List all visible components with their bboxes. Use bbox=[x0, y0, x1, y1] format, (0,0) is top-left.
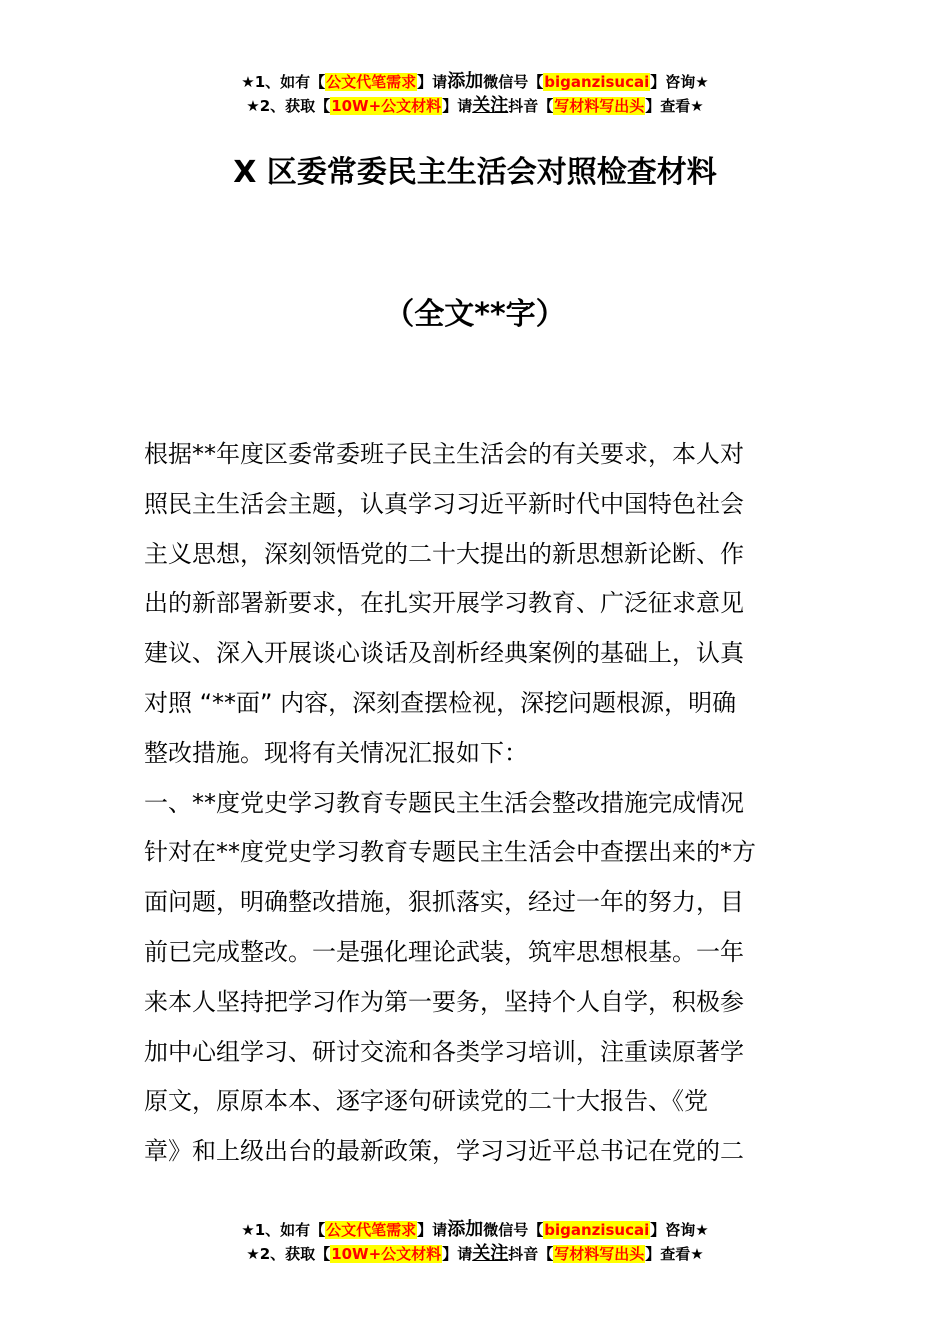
body-line: 面问题，明确整改措施，狠抓落实，经过一年的努力，目 bbox=[144, 888, 744, 917]
body-line: 原文，原原本本、逐字逐句研读党的二十大报告、《党 bbox=[144, 1087, 708, 1116]
banner-highlight-service: 公文代笔需求 bbox=[326, 73, 417, 91]
body-line: 加中心组学习、研讨交流和各类学习培训，注重读原著学 bbox=[144, 1037, 744, 1066]
body-line: 整改措施。现将有关情况汇报如下： bbox=[144, 738, 528, 767]
banner-text: 】查看★ bbox=[645, 1245, 704, 1263]
body-line: 出的新部署新要求，在扎实开展学习教育、广泛征求意见 bbox=[144, 589, 744, 618]
banner-highlight-materials: 10W+公文材料 bbox=[331, 97, 442, 115]
banner-text: 】请 bbox=[417, 73, 448, 91]
banner-emphasis-add: 添加 bbox=[447, 71, 484, 92]
banner-text: ★2、获取【 bbox=[246, 97, 331, 115]
body-line: 针对在**度党史学习教育专题民主生活会中查摆出来的*方 bbox=[144, 838, 756, 867]
document-title: X 区委常委民主生活会对照检查材料 bbox=[233, 155, 717, 190]
banner-highlight-service: 公文代笔需求 bbox=[326, 1221, 417, 1239]
body-line: 前已完成整改。一是强化理论武装，筑牢思想根基。一年 bbox=[144, 937, 744, 966]
banner-line-materials bbox=[0, 94, 950, 118]
document-subtitle: （全文**字） bbox=[384, 297, 566, 332]
banner-emphasis-follow: 关注 bbox=[472, 1243, 509, 1264]
banner-line-service bbox=[0, 1218, 950, 1242]
body-line: 照民主生活会主题，认真学习习近平新时代中国特色社会 bbox=[144, 489, 744, 518]
banner-text: ★1、如有【 bbox=[241, 1221, 326, 1239]
body-line: 建议、深入开展谈心谈话及剖析经典案例的基础上，认真 bbox=[144, 639, 744, 668]
banner-text: 抖音【 bbox=[508, 97, 554, 115]
banner-line-materials bbox=[0, 1242, 950, 1266]
banner-text: 微信号【 bbox=[483, 73, 544, 91]
body-line: 主义思想，深刻领悟党的二十大提出的新思想新论断、作 bbox=[144, 539, 744, 568]
banner-emphasis-add: 添加 bbox=[447, 1219, 484, 1240]
banner-text: ★2、获取【 bbox=[246, 1245, 331, 1263]
document-body bbox=[144, 430, 810, 1177]
banner-highlight-douyin: 写材料写出头 bbox=[554, 97, 645, 115]
banner-highlight-materials: 10W+公文材料 bbox=[331, 1245, 442, 1263]
banner-text: 微信号【 bbox=[483, 1221, 544, 1239]
body-line: 根据**年度区委常委班子民主生活会的有关要求，本人对 bbox=[144, 440, 744, 468]
banner-text: 】请 bbox=[442, 97, 473, 115]
banner-text: 】咨询★ bbox=[650, 73, 709, 91]
body-line: 对照 “**面” 内容，深刻查摆检视，深挖问题根源，明确 bbox=[144, 688, 737, 717]
banner-line-service bbox=[0, 70, 950, 94]
section-heading: 一、**度党史学习教育专题民主生活会整改措施完成情况 bbox=[144, 788, 744, 817]
body-line: 来本人坚持把学习作为第一要务，坚持个人自学，积极参 bbox=[144, 987, 744, 1016]
banner-emphasis-follow: 关注 bbox=[472, 95, 509, 116]
banner-highlight-wechat: biganzisucai bbox=[544, 73, 650, 91]
banner-text: 】咨询★ bbox=[650, 1221, 709, 1239]
banner-highlight-douyin: 写材料写出头 bbox=[554, 1245, 645, 1263]
banner-text: 】请 bbox=[442, 1245, 473, 1263]
footer-banner bbox=[0, 1218, 950, 1266]
banner-text: 】查看★ bbox=[645, 97, 704, 115]
banner-text: 抖音【 bbox=[508, 1245, 554, 1263]
banner-highlight-wechat: biganzisucai bbox=[544, 1221, 650, 1239]
body-line: 章》和上级出台的最新政策，学习习近平总书记在党的二 bbox=[144, 1137, 744, 1166]
header-banner bbox=[0, 70, 950, 118]
banner-text: 】请 bbox=[417, 1221, 448, 1239]
banner-text: ★1、如有【 bbox=[241, 73, 326, 91]
